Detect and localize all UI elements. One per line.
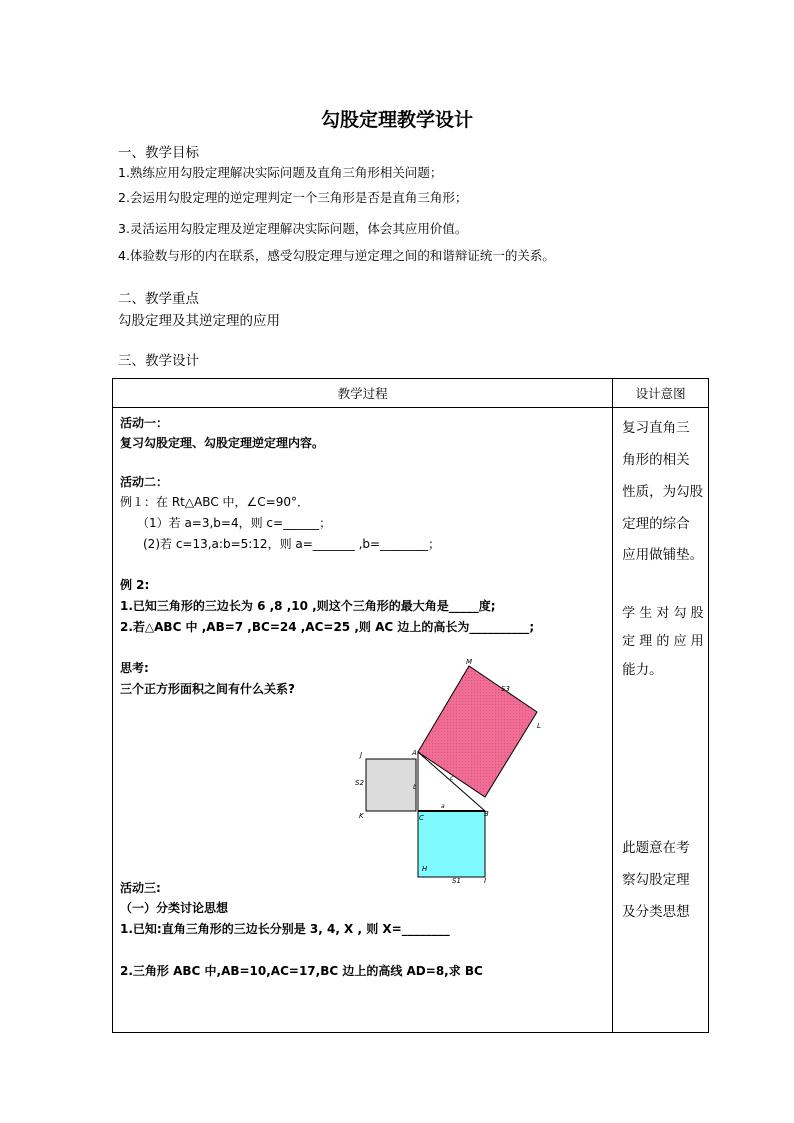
design-table — [112, 378, 709, 1033]
intent-cell — [613, 408, 709, 1033]
example2-title: 例 2: — [120, 578, 150, 592]
process-cell — [113, 408, 613, 1033]
activity3-q2: 2.三角形 ABC 中,AB=10,AC=17,BC 边上的高线 AD=8,求 BC — [120, 964, 483, 978]
activity1-text: 复习勾股定理、勾股定理逆定理内容。 — [120, 436, 325, 450]
label-b: b — [413, 784, 417, 791]
page-title: 勾股定理教学设计 — [320, 109, 473, 131]
label-S1: S1 — [452, 877, 461, 885]
example1-q1: （1）若 a=3,b=4，则 c=______； — [137, 516, 332, 530]
intent-line: 察勾股定理 — [622, 872, 690, 888]
example2-q1: 1.已知三角形的三边长为 6 ,8 ,10 ,则这个三角形的最大角是_____度; — [120, 599, 496, 613]
intent-line: 角形的相关 — [622, 452, 690, 468]
objective-item: 2.会运用勾股定理的逆定理判定一个三角形是否是直角三角形； — [118, 190, 468, 205]
intent-line: 定理的综合 — [622, 516, 690, 532]
intent-line: 应用做铺垫。 — [622, 547, 704, 563]
label-L: L — [537, 722, 541, 730]
label-c: c — [450, 775, 454, 782]
think-question: 三个正方形面积之间有什么关系? — [120, 682, 295, 696]
objective-item: 1.熟练应用勾股定理解决实际问题及直角三角形相关问题； — [118, 165, 443, 180]
intent-line: 复习直角三 — [622, 420, 690, 436]
intent-line: 此题意在考 — [622, 840, 690, 856]
intent-line: 学 生 对 勾 股 — [622, 606, 704, 621]
label-S3: S3 — [501, 685, 510, 693]
col-intent-header: 设计意图 — [613, 379, 709, 408]
intent-line: 能力。 — [622, 662, 663, 678]
square-s2 — [366, 759, 416, 811]
example1: 例１：在 Rt△ABC 中，∠C=90°． — [120, 495, 309, 509]
label-I: I — [484, 877, 487, 885]
col-process-header: 教学过程 — [113, 379, 613, 408]
activity3-subtitle: （一）分类讨论思想 — [120, 901, 229, 915]
keypoints-content: 勾股定理及其逆定理的应用 — [118, 313, 280, 329]
intent-line: 定 理 的 应 用 — [622, 634, 704, 649]
think-title: 思考: — [120, 661, 149, 675]
label-J: J — [360, 751, 363, 759]
label-H: H — [422, 865, 428, 873]
label-B: B — [484, 810, 489, 818]
label-M: M — [466, 658, 473, 666]
label-A: A — [412, 749, 417, 757]
example2-q2: 2.若△ABC 中 ,AB=7 ,BC=24 ,AC=25 ,则 AC 边上的高长为__________; — [120, 620, 535, 634]
pythagoras-figure — [353, 655, 563, 885]
section-keypoints-heading: 二、教学重点 — [118, 291, 199, 307]
intent-line: 及分类思想 — [622, 904, 690, 920]
section-objectives-heading: 一、教学目标 — [118, 145, 199, 161]
section-design-heading: 三、教学设计 — [118, 353, 199, 369]
label-S2: S2 — [355, 779, 364, 787]
label-K: K — [359, 812, 364, 820]
label-a: a — [441, 803, 445, 810]
activity3-q1: 1.已知:直角三角形的三边长分别是 3, 4, X , 则 X=________ — [120, 922, 450, 936]
square-s1 — [418, 811, 485, 877]
activity3-title: 活动三: — [120, 881, 161, 895]
objective-item: 3.灵活运用勾股定理及逆定理解决实际问题，体会其应用价值。 — [118, 221, 468, 236]
example1-q2: (2)若 c=13,a:b=5:12，则 a=_______ ,b=________； — [143, 537, 441, 551]
label-C: C — [419, 814, 424, 822]
activity2-title: 活动二： — [120, 475, 169, 489]
activity1-title: 活动一： — [120, 416, 169, 430]
intent-line: 性质，为勾股 — [622, 484, 704, 500]
objective-item: 4.体验数与形的内在联系，感受勾股定理与逆定理之间的和谐辩证统一的关系。 — [118, 248, 555, 263]
